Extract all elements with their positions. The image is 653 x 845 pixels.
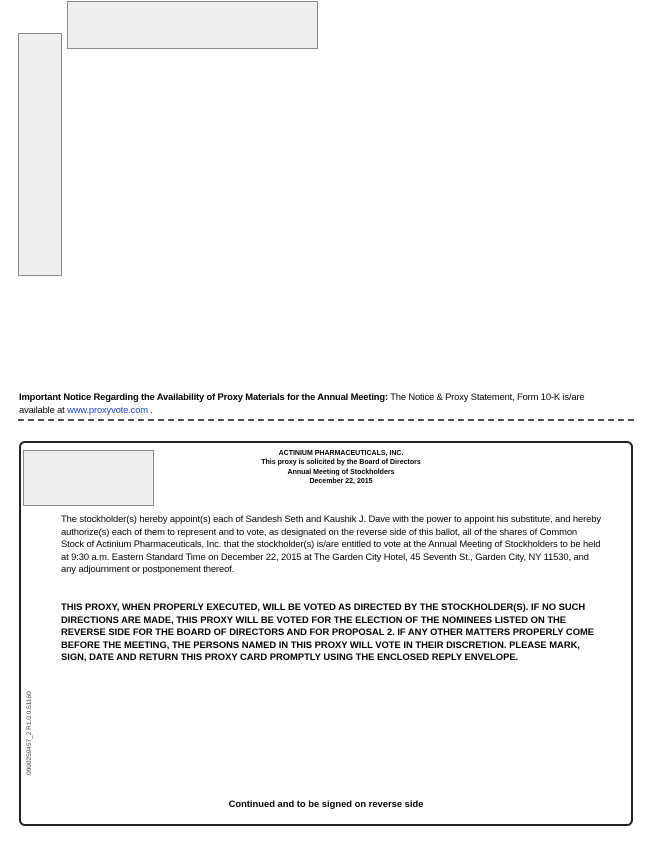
proxy-voting-statement: THIS PROXY, WHEN PROPERLY EXECUTED, WILL BE VOTED AS DIRECTED BY THE STOCKHOLDER(S). IF NO SUCH DIRECTIONS ARE MADE, THIS PROXY WILL BE VOTED FOR THE ELECTION OF THE NOMINEES LISTED ON THE REVERSE SIDE FOR THE BOARD OF DIRECTORS AND FOR PROPOSAL 2. IF ANY OTHER MATTERS PROPERLY COME BEFORE THE MEETING, THE PERSONS NAMED IN THIS PROXY WILL VOTE IN THEIR DISCRETION. PLEASE MARK, SIGN, DATE AND RETURN THIS PROXY CARD PROMPTLY USING THE ENCLOSED REPLY ENVELOPE. bbox=[61, 601, 595, 663]
meeting-name: Annual Meeting of Stockholders bbox=[287, 468, 395, 476]
side-placeholder-box bbox=[18, 33, 62, 276]
side-code bbox=[18, 675, 34, 775]
proxyvote-link[interactable]: www.proxyvote.com bbox=[67, 404, 148, 415]
notice-heading: Important Notice Regarding the Availability of Proxy Materials for the Annual Meeting: bbox=[19, 391, 388, 402]
solicitation-line: This proxy is solicited by the Board of Directors bbox=[261, 459, 421, 467]
side-code-text: 0000259457_2 R1.0.0.51160 bbox=[26, 691, 33, 775]
card-header bbox=[221, 449, 461, 486]
card-placeholder-box bbox=[23, 450, 154, 506]
company-name: ACTINIUM PHARMACEUTICALS, INC. bbox=[278, 450, 404, 457]
notice-period: . bbox=[150, 404, 153, 415]
meeting-date: December 22, 2015 bbox=[309, 477, 373, 485]
notice-available-at: available at bbox=[19, 404, 65, 415]
detach-dashed-line bbox=[18, 419, 634, 421]
top-placeholder-box bbox=[67, 1, 318, 49]
notice-text: The Notice & Proxy Statement, Form 10-K is/are bbox=[390, 391, 585, 402]
appointment-paragraph: The stockholder(s) hereby appoint(s) each of Sandesh Seth and Kaushik J. Dave with the power to appoint his substitute, and hereby authorize(s) each of them to represent and to vote, as designated on the reverse side of this ballot, all of the shares of Common Stock of Actinium Pharmaceuticals, Inc. that the stockholder(s) is/are entitled to vote at the Annual Meeting of Stockholders to be held at 9:30 a.m. Eastern Standard Time on December 22, 2015 at The Garden City Hotel, 45 Seventh St., Garden City, NY 11530, and any adjournment or postponement thereof. bbox=[61, 513, 601, 575]
continued-note: Continued and to be signed on reverse side bbox=[228, 798, 424, 809]
proxy-materials-notice bbox=[19, 390, 634, 416]
proxy-card bbox=[19, 441, 633, 826]
